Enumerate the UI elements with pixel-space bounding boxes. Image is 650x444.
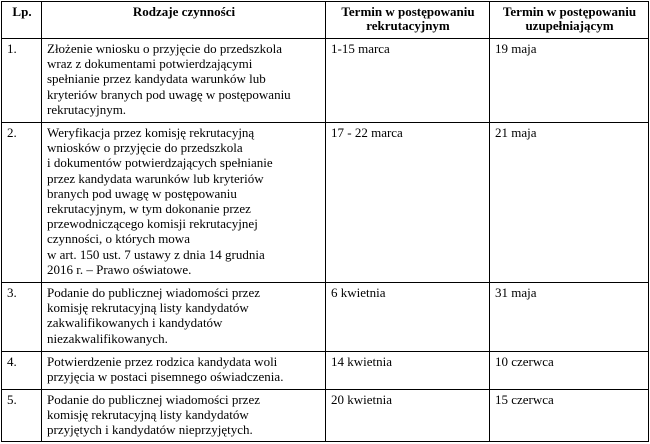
table-row xyxy=(2,39,649,123)
row-number: 1. xyxy=(2,39,42,123)
supplementary-term-cell: 10 czerwca xyxy=(490,352,649,390)
table-row xyxy=(2,390,649,442)
supplementary-term-cell: 19 maja xyxy=(490,39,649,123)
header-supplementary-term: Termin w postępowaniu uzupełniającym xyxy=(490,2,649,39)
table-row xyxy=(2,123,649,283)
supplementary-term-cell: 21 maja xyxy=(490,123,649,283)
header-activity: Rodzaje czynności xyxy=(42,2,326,39)
activity-cell: Potwierdzenie przez rodzica kandydata woli przyjęcia w postaci pisemnego oświadczenia. xyxy=(42,352,326,390)
header-recruitment-term: Termin w postępowaniu rekrutacyjnym xyxy=(326,2,490,39)
activity-cell: Podanie do publicznej wiadomości przez komisję rekrutacyjną listy kandydatów zakwalifikowanych i kandydatów niezakwalifikowanych. xyxy=(42,283,326,352)
activity-cell: Podanie do publicznej wiadomości przez komisję rekrutacyjną listy kandydatów przyjętych i kandydatów nieprzyjętych. xyxy=(42,390,326,442)
recruitment-term-cell: 6 kwietnia xyxy=(326,283,490,352)
supplementary-term-cell: 31 maja xyxy=(490,283,649,352)
header-lp: Lp. xyxy=(2,2,42,39)
recruitment-term-cell: 14 kwietnia xyxy=(326,352,490,390)
activity-cell: Złożenie wniosku o przyjęcie do przedszkola wraz z dokumentami potwierdzającymi spełnianie przez kandydata warunków lub kryteriów branych pod uwagę w postępowaniu rekrutacyjnym. xyxy=(42,39,326,123)
recruitment-term-cell: 20 kwietnia xyxy=(326,390,490,442)
recruitment-term-cell: 17 - 22 marca xyxy=(326,123,490,283)
table-row xyxy=(2,283,649,352)
supplementary-term-cell: 15 czerwca xyxy=(490,390,649,442)
recruitment-term-cell: 1-15 marca xyxy=(326,39,490,123)
header-row xyxy=(2,2,649,39)
row-number: 5. xyxy=(2,390,42,442)
row-number: 2. xyxy=(2,123,42,283)
recruitment-schedule-table xyxy=(1,1,649,442)
table-row xyxy=(2,352,649,390)
row-number: 4. xyxy=(2,352,42,390)
activity-cell: Weryfikacja przez komisję rekrutacyjną wniosków o przyjęcie do przedszkola i dokumentów potwierdzających spełnianie przez kandydata warunków lub kryteriów branych pod uwagę w postępowaniu rekrutacyjnym, w tym dokonanie przez przewodniczącego komisji rekrutacyjnej czynności, o których mowa w art. 150 ust. 7 ustawy z dnia 14 grudnia 2016 r. – Prawo oświatowe. xyxy=(42,123,326,283)
row-number: 3. xyxy=(2,283,42,352)
